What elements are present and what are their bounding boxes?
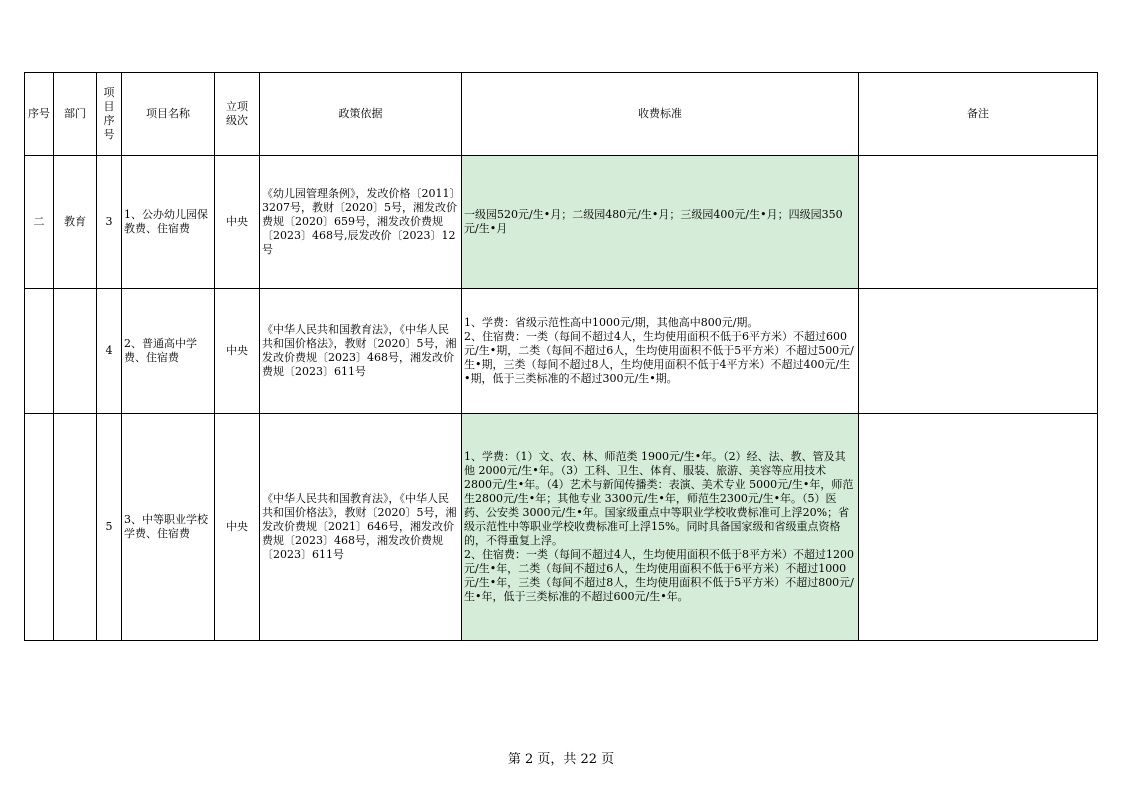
row-item-name: 2、普通高中学费、住宿费 — [122, 289, 215, 414]
header-fee: 收费标准 — [462, 73, 859, 156]
header-policy: 政策依据 — [260, 73, 462, 156]
row-policy: 《幼儿园管理条例》，发改价格〔2011〕3207号，教财〔2020〕5号，湘发改价费规〔2020〕659号，湘发改价费规〔2023〕468号,辰发改价〔2023〕12号 — [260, 156, 462, 289]
row-seq: 二 — [25, 156, 54, 289]
row-fee: 1、学费：省级示范性高中1000元/期，其他高中800元/期。 2、住宿费：一类（每间不超过4人，生均使用面积不低于6平方米）不超过600元/生•期，二类（每间不超过6人，生均使用面积不低于5平方米）不超过500元/生•期，三类（每间不超过8人，生均使用面积不低于4平方米）不超过400元/生•期，低于三类标准的不超过300元/生•期。 — [462, 289, 859, 414]
row-item-name: 3、中等职业学校学费、住宿费 — [122, 414, 215, 641]
table-row — [25, 156, 1098, 289]
row-remark — [859, 414, 1098, 641]
header-level: 立项 级次 — [215, 73, 260, 156]
row-policy: 《中华人民共和国教育法》，《中华人民共和国价格法》，教财〔2020〕5号，湘发改价费规〔2021〕646号，湘发改价费规〔2023〕468号，湘发改价费规〔2023〕611号 — [260, 414, 462, 641]
row-level: 中央 — [215, 289, 260, 414]
header-item-name: 项目名称 — [122, 73, 215, 156]
header-dept: 部门 — [54, 73, 97, 156]
row-level: 中央 — [215, 414, 260, 641]
row-remark — [859, 289, 1098, 414]
row-dept: 教育 — [54, 156, 97, 289]
table-row — [25, 414, 1098, 641]
row-fee: 1、学费：（1）文、农、林、师范类 1900元/生•年。（2）经、法、教、管及其他 2000元/生•年。（3）工科、卫生、体育、服装、旅游、美容等应用技术 2800元/生•年。（4）艺术与新闻传播类：表演、美术专业 5000元/生•年，师范生2800元/生•年；其他专业 3300元/生•年，师范生2300元/生•年。（5）医药、公安类 3000元/生•年。国家级重点中等职业学校收费标准可上浮20%；省级示范性中等职业学校收费标准可上浮15%。同时具备国家级和省级重点资格的，不得重复上浮。 2、住宿费：一类（每间不超过4人，生均使用面积不低于8平方米）不超过1200元/生•年，二类（每间不超过6人，生均使用面积不低于6平方米）不超过1000元/生•年，三类（每间不超过8人，生均使用面积不低于5平方米）不超过800元/生•年，低于三类标准的不超过600元/生•年。 — [462, 414, 859, 641]
row-remark — [859, 156, 1098, 289]
row-seq — [25, 414, 54, 641]
row-item-name: 1、公办幼儿园保教费、住宿费 — [122, 156, 215, 289]
table-row — [25, 289, 1098, 414]
fee-table — [24, 72, 1098, 641]
row-dept — [54, 414, 97, 641]
row-seq — [25, 289, 54, 414]
row-fee: 一级园520元/生•月；二级园480元/生•月；三级园400元/生•月；四级园350元/生•月 — [462, 156, 859, 289]
row-item-no: 4 — [97, 289, 122, 414]
row-policy: 《中华人民共和国教育法》，《中华人民共和国价格法》，教财〔2020〕5号，湘发改价费规〔2023〕468号，湘发改价费规〔2023〕611号 — [260, 289, 462, 414]
row-item-no: 5 — [97, 414, 122, 641]
row-level: 中央 — [215, 156, 260, 289]
header-remark: 备注 — [859, 73, 1098, 156]
header-row — [25, 73, 1098, 156]
header-item-no: 项 目 序 号 — [97, 73, 122, 156]
row-dept — [54, 289, 97, 414]
header-seq: 序号 — [25, 73, 54, 156]
page-footer: 第 2 页，共 22 页 — [507, 752, 615, 767]
row-item-no: 3 — [97, 156, 122, 289]
